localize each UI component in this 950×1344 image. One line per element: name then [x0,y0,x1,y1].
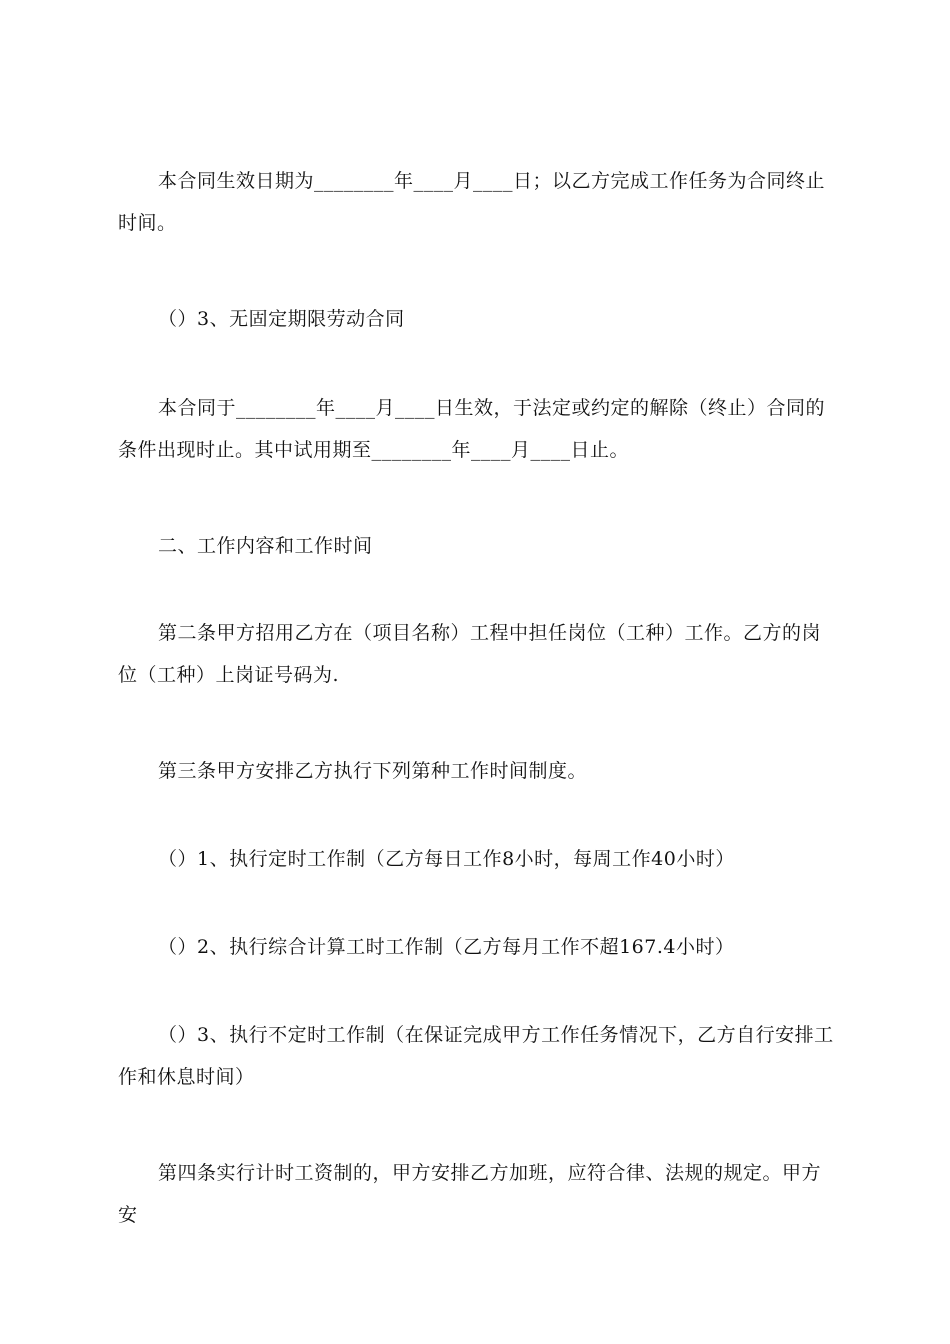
paragraph-article-3: 第三条甲方安排乙方执行下列第种工作时间制度。 [158,760,588,782]
paragraph-option-2: （）2、执行综合计算工时工作制（乙方每月工作不超167.4小时） [158,936,735,958]
paragraph-effective-date: 本合同生效日期为________年____月____日；以乙方完成工作任务为合同终止时间。 [118,170,826,234]
paragraph-option-1: （）1、执行定时工作制（乙方每日工作8小时，每周工作40小时） [158,848,735,870]
paragraph-article-2: 第二条甲方招用乙方在（项目名称）工程中担任岗位（工种）工作。乙方的岗位（工种）上岗证号码为. [118,622,822,686]
paragraph-contract-effective: 本合同于________年____月____日生效，于法定或约定的解除（终止）合同的条件出现时止。其中试用期至________年____月____日止。 [118,397,826,461]
paragraph-article-4: 第四条实行计时工资制的，甲方安排乙方加班，应符合律、法规的规定。甲方安 [118,1162,822,1226]
paragraph-option-3: （）3、执行不定时工作制（在保证完成甲方工作任务情况下，乙方自行安排工作和休息时间） [118,1024,834,1088]
paragraph-open-ended-contract: （）3、无固定期限劳动合同 [158,308,405,330]
section-heading-work: 二、工作内容和工作时间 [158,535,373,557]
